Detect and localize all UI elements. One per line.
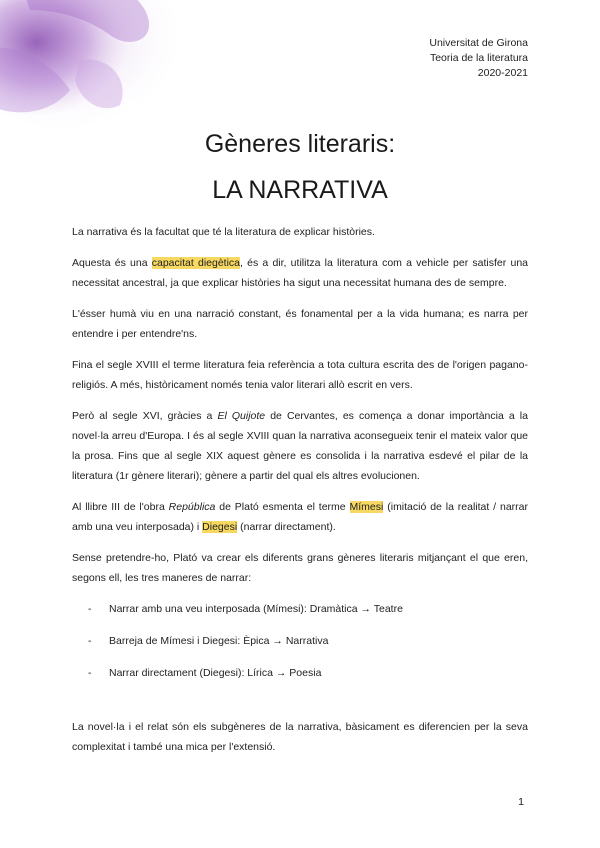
list-item-text: Narrar directament (Diegesi): Lírica → Poesia	[109, 667, 322, 679]
list-item	[72, 599, 528, 619]
paragraph-7: Sense pretendre-ho, Plató va crear els diferents grans gèneres literaris mitjançant el que eren, segons ell, les tres maneres de narrar:	[72, 552, 528, 584]
italic-republica: República	[168, 501, 216, 513]
italic-el-quijote: El Quijote	[217, 410, 266, 422]
highlight-diegesi: Diegesi	[202, 521, 238, 533]
paragraph-1: La narrativa és la facultat que té la literatura de explicar històries.	[72, 226, 375, 238]
paragraph-6-text-a: Al llibre III de l'obra	[72, 501, 169, 513]
highlight-capacitat-diegetica: capacitat diegètica	[151, 257, 241, 269]
list-item	[72, 631, 528, 651]
paragraph-5	[72, 406, 528, 486]
bullet-dash: -	[88, 667, 92, 679]
list-item	[72, 663, 528, 683]
page-number: 1	[518, 796, 524, 808]
header-year: 2020-2021	[477, 67, 528, 79]
paragraph-2	[72, 253, 528, 293]
paragraph-6-text-d: (narrar directament).	[237, 521, 336, 533]
document-body	[72, 222, 528, 768]
paragraph-2-text: Aquesta és una	[72, 257, 152, 269]
list-item-text: Narrar amb una veu interposada (Mímesi): Dramàtica → Teatre	[109, 603, 403, 615]
spacer	[72, 695, 528, 717]
paragraph-5-text-cont: de Cervantes, es comença a donar importància a la novel·la arreu d'Europa. I és al segle XVIII quan la narrativa aconsegueix tenir el mateix valor que la prosa. Fins que al segle XIX aquest gènere es consolida i la narrativa esdevé el pilar de la literatura (1r gènere literari); gènere a partir del qual els altres evolucionen.	[72, 410, 528, 482]
title-genres: Gèneres literaris:	[204, 130, 396, 158]
document-header	[429, 36, 528, 81]
paragraph-8: La novel·la i el relat són els subgèneres de la narrativa, bàsicament es diferencien per la seva complexitat i també una mica per l'extensió.	[72, 721, 528, 753]
bullet-dash: -	[88, 635, 92, 647]
bullet-dash: -	[88, 603, 92, 615]
header-university: Universitat de Girona	[429, 37, 528, 49]
paragraph-6-text-b: de Plató esmenta el terme	[215, 501, 350, 513]
list-item-text: Barreja de Mímesi i Diegesi: Èpica → Narrativa	[109, 635, 329, 647]
title-narrativa: LA NARRATIVA	[212, 176, 388, 204]
paragraph-5-text: Però al segle XVI, gràcies a	[72, 410, 218, 422]
header-course: Teoria de la literatura	[429, 52, 528, 64]
narration-modes-list	[72, 599, 528, 683]
paragraph-4: Fina el segle XVIII el terme literatura feia referència a tota cultura escrita des de l'origen pagano-religiós. A més, històricament només tenia valor literari allò escrit en vers.	[72, 359, 528, 391]
paragraph-6	[72, 497, 528, 537]
paragraph-3: L'ésser humà viu en una narració constant, és fonamental per a la vida humana; es narra per entendre i per entendre'ns.	[72, 308, 528, 340]
highlight-mimesi: Mímesi	[349, 501, 384, 513]
paragraph-2-text-cont: , és a dir, utilitza la literatura com a vehicle per satisfer una necessitat ancestral, ja que explicar històries ha sigut una necessitat humana des de sempre.	[72, 257, 528, 289]
paragraph-6-text-c: (imitació de la realitat / narrar amb una veu interposada) i	[72, 501, 528, 533]
